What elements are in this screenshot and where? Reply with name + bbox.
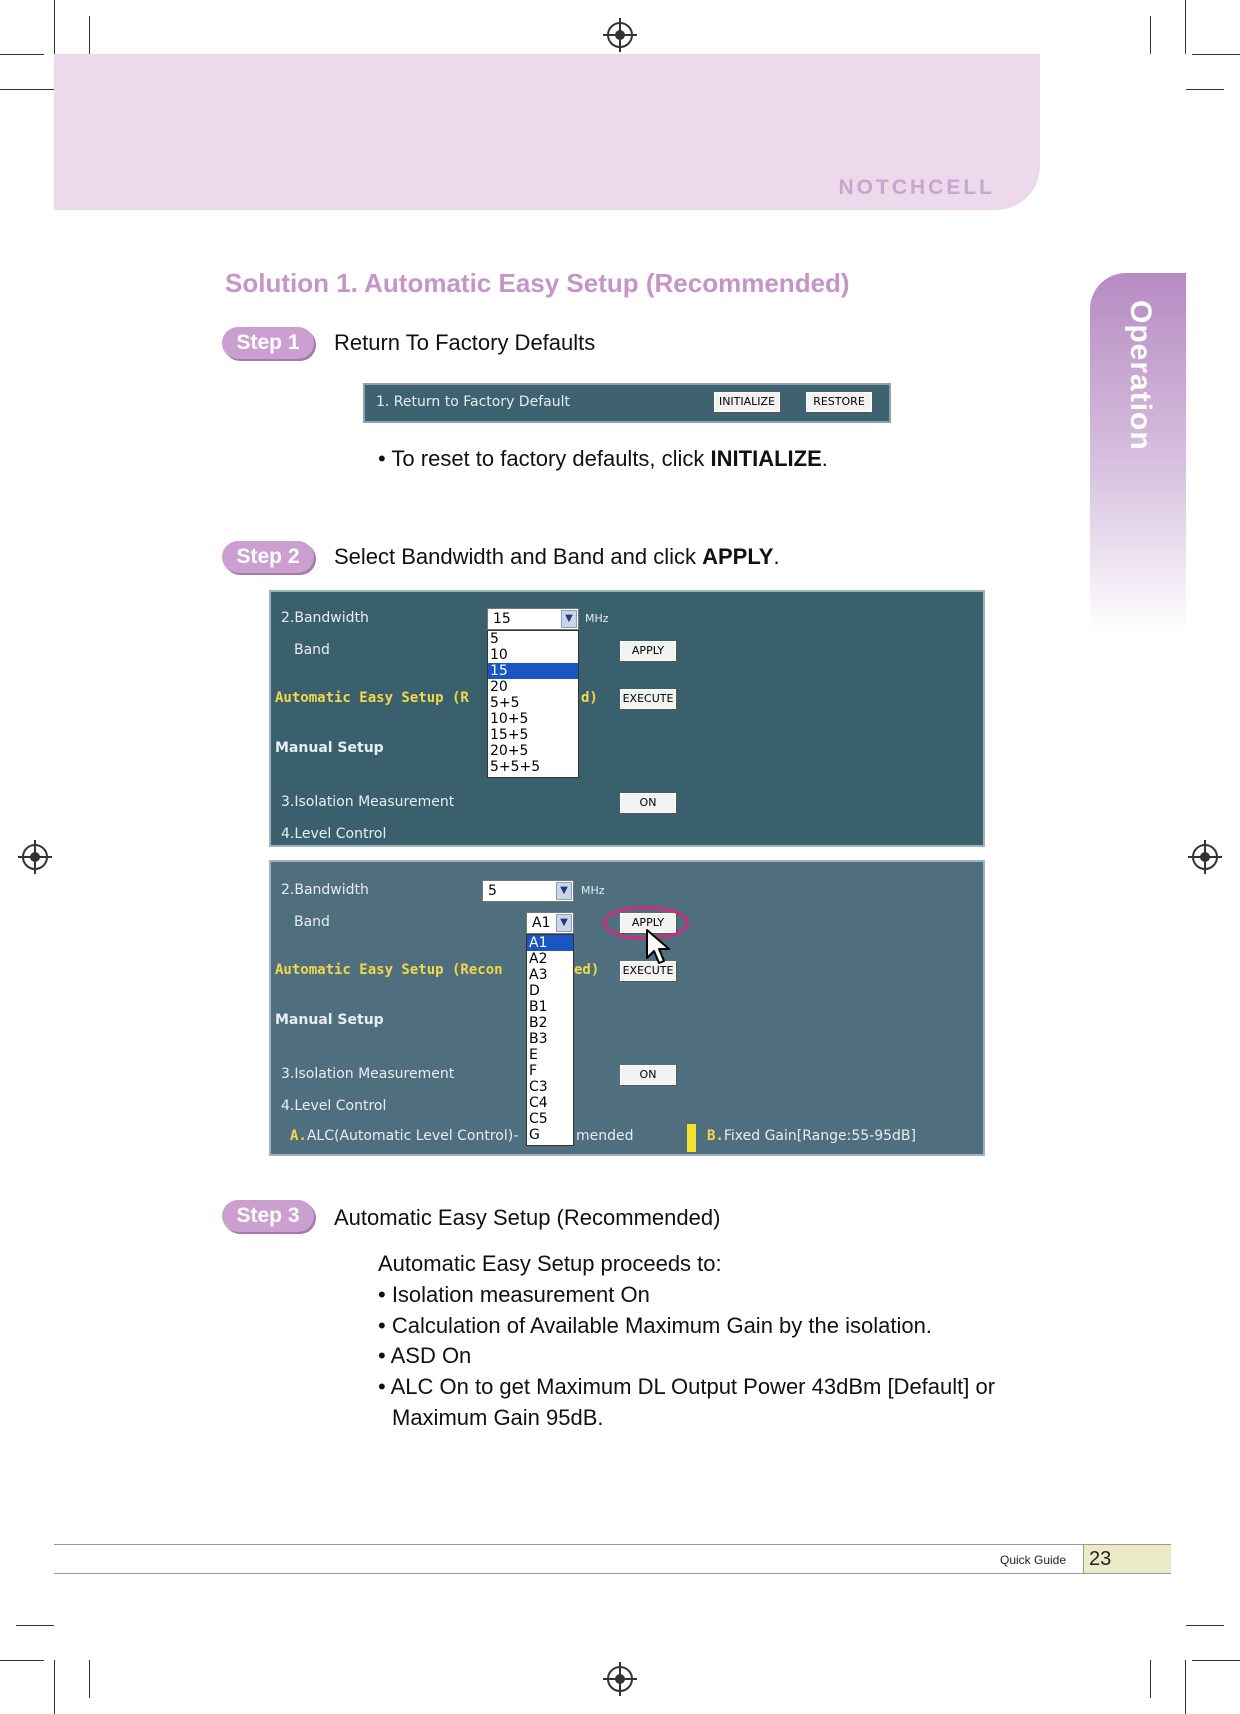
apply-button[interactable]: APPLY (620, 641, 676, 661)
crop-mark (1192, 54, 1240, 55)
bandwidth-select[interactable] (482, 880, 574, 902)
isolation-on-button[interactable]: ON (620, 1065, 676, 1085)
chevron-down-icon[interactable]: ▼ (556, 914, 572, 932)
brand-logo: NOTCHCELL (838, 176, 995, 199)
note-suffix: . (821, 446, 828, 471)
dropdown-option[interactable]: A3 (529, 967, 548, 983)
step-2-title (334, 544, 780, 570)
crop-mark (1192, 1660, 1240, 1661)
fixed-letter: B. (707, 1128, 724, 1144)
crop-mark (0, 89, 54, 90)
factory-default-label: 1. Return to Factory Default (376, 394, 570, 410)
footer-rule (54, 1573, 1171, 1574)
step-1-badge: Step 1 (222, 327, 314, 359)
page-number: 23 (1083, 1545, 1171, 1573)
divider-marker (687, 1124, 696, 1152)
factory-default-panel (363, 383, 891, 423)
registration-mark-icon (607, 1666, 633, 1692)
registration-mark-icon (22, 844, 48, 870)
level-control-label: 4.Level Control (281, 826, 387, 842)
dropdown-option[interactable]: B3 (529, 1031, 548, 1047)
isolation-on-button[interactable]: ON (620, 793, 676, 813)
dropdown-option[interactable]: 20+5 (490, 743, 529, 759)
dropdown-option[interactable]: C3 (529, 1079, 548, 1095)
crop-mark (89, 16, 90, 54)
band-label: Band (294, 914, 330, 930)
dropdown-option[interactable]: 5 (490, 631, 499, 647)
dropdown-option[interactable]: 20 (490, 679, 508, 695)
dropdown-option[interactable]: C5 (529, 1111, 548, 1127)
dropdown-option[interactable]: 5+5+5 (490, 759, 541, 775)
initialize-button[interactable]: INITIALIZE (714, 392, 780, 412)
crop-mark (0, 1660, 44, 1661)
title-text: Select Bandwidth and Band and click (334, 544, 703, 569)
note-text: • To reset to factory defaults, click (378, 446, 711, 471)
unit-label: MHz (581, 884, 605, 897)
alc-text: ALC(Automatic Level Control)- (306, 1128, 519, 1144)
bandwidth-label: 2.Bandwidth (281, 610, 369, 626)
band-dropdown-list[interactable] (526, 934, 574, 1146)
manual-setup-label: Manual Setup (275, 740, 384, 756)
crop-mark (1185, 0, 1186, 54)
title-bold: APPLY (702, 544, 774, 569)
bandwidth-value: 15 (493, 611, 511, 627)
crop-mark (54, 1660, 55, 1714)
step-2-badge: Step 2 (222, 541, 314, 573)
manual-setup-label: Manual Setup (275, 1012, 384, 1028)
auto-setup-label: Automatic Easy Setup (R (275, 690, 469, 706)
footer-label: Quick Guide (1000, 1553, 1067, 1567)
chevron-down-icon[interactable]: ▼ (556, 882, 572, 900)
auto-setup-label-tail: d) (581, 690, 598, 706)
bandwidth-panel-b (269, 860, 985, 1156)
dropdown-option[interactable]: G (529, 1127, 540, 1143)
solution-title: Solution 1. Automatic Easy Setup (Recommended) (225, 268, 850, 298)
crop-mark (1186, 89, 1224, 90)
chevron-down-icon[interactable]: ▼ (561, 610, 577, 628)
step-3-bullet: • Calculation of Available Maximum Gain by the isolation. (378, 1313, 932, 1338)
mouse-cursor-icon (645, 928, 673, 968)
dropdown-option[interactable]: 10+5 (490, 711, 529, 727)
dropdown-option[interactable]: F (529, 1063, 538, 1079)
step-1-title: Return To Factory Defaults (334, 330, 596, 355)
crop-mark (89, 1660, 90, 1698)
step-3-bullet: • ASD On (378, 1343, 472, 1368)
step-3-bullet-continued: Maximum Gain 95dB. (392, 1405, 604, 1430)
dropdown-option[interactable]: 10 (490, 647, 508, 663)
band-label: Band (294, 642, 330, 658)
note-bold: INITIALIZE (710, 446, 822, 471)
apply-button[interactable]: APPLY (620, 913, 676, 933)
alc-option-tail: mended (576, 1128, 634, 1144)
fixed-gain-option[interactable] (707, 1128, 916, 1144)
auto-setup-label: Automatic Easy Setup (Recon (275, 962, 503, 978)
execute-button[interactable]: EXECUTE (620, 961, 676, 981)
step-3-bullet: • ALC On to get Maximum DL Output Power 43dBm [Default] or (378, 1374, 996, 1399)
dropdown-option[interactable]: B1 (529, 999, 548, 1015)
dropdown-option[interactable]: B2 (529, 1015, 548, 1031)
unit-label: MHz (585, 612, 609, 625)
crop-mark (1150, 1660, 1151, 1698)
auto-setup-label-tail: ed) (574, 962, 600, 978)
dropdown-option[interactable]: E (529, 1047, 538, 1063)
title-suffix: . (773, 544, 780, 569)
isolation-label: 3.Isolation Measurement (281, 1066, 455, 1082)
footer-rule (54, 1544, 1171, 1545)
dropdown-option[interactable]: 5+5 (490, 695, 520, 711)
dropdown-option[interactable]: 15 (488, 663, 578, 679)
fixed-text: Fixed Gain[Range:55-95dB] (723, 1128, 916, 1144)
bandwidth-label: 2.Bandwidth (281, 882, 369, 898)
crop-mark (1186, 1625, 1224, 1626)
step-3-bullet: • Isolation measurement On (378, 1282, 650, 1307)
alc-option[interactable] (290, 1128, 518, 1144)
bandwidth-select[interactable] (487, 608, 579, 630)
dropdown-option[interactable]: A1 (527, 935, 573, 951)
bandwidth-dropdown-list[interactable] (487, 630, 579, 778)
crop-mark (1150, 16, 1151, 54)
crop-mark (0, 54, 44, 55)
bandwidth-panel-a (269, 590, 985, 847)
registration-mark-icon (1192, 844, 1218, 870)
dropdown-option[interactable]: C4 (529, 1095, 548, 1111)
step-3-badge: Step 3 (222, 1200, 314, 1232)
step-3-title: Automatic Easy Setup (Recommended) (334, 1205, 721, 1230)
dropdown-option[interactable]: A2 (529, 951, 548, 967)
dropdown-option[interactable]: 15+5 (490, 727, 529, 743)
isolation-label: 3.Isolation Measurement (281, 794, 455, 810)
band-value: A1 (532, 915, 551, 931)
band-select[interactable] (526, 912, 574, 934)
crop-mark (1185, 1660, 1186, 1714)
dropdown-option[interactable]: D (529, 983, 540, 999)
execute-button[interactable]: EXECUTE (620, 689, 676, 709)
level-control-label: 4.Level Control (281, 1098, 387, 1114)
alc-letter: A. (290, 1128, 307, 1144)
step-3-intro: Automatic Easy Setup proceeds to: (378, 1251, 722, 1276)
bandwidth-value: 5 (488, 883, 497, 899)
section-side-label: Operation (1124, 300, 1157, 451)
crop-mark (54, 0, 55, 54)
crop-mark (16, 1625, 54, 1626)
registration-mark-icon (607, 22, 633, 48)
step-1-note (378, 443, 828, 474)
restore-button[interactable]: RESTORE (806, 392, 872, 412)
